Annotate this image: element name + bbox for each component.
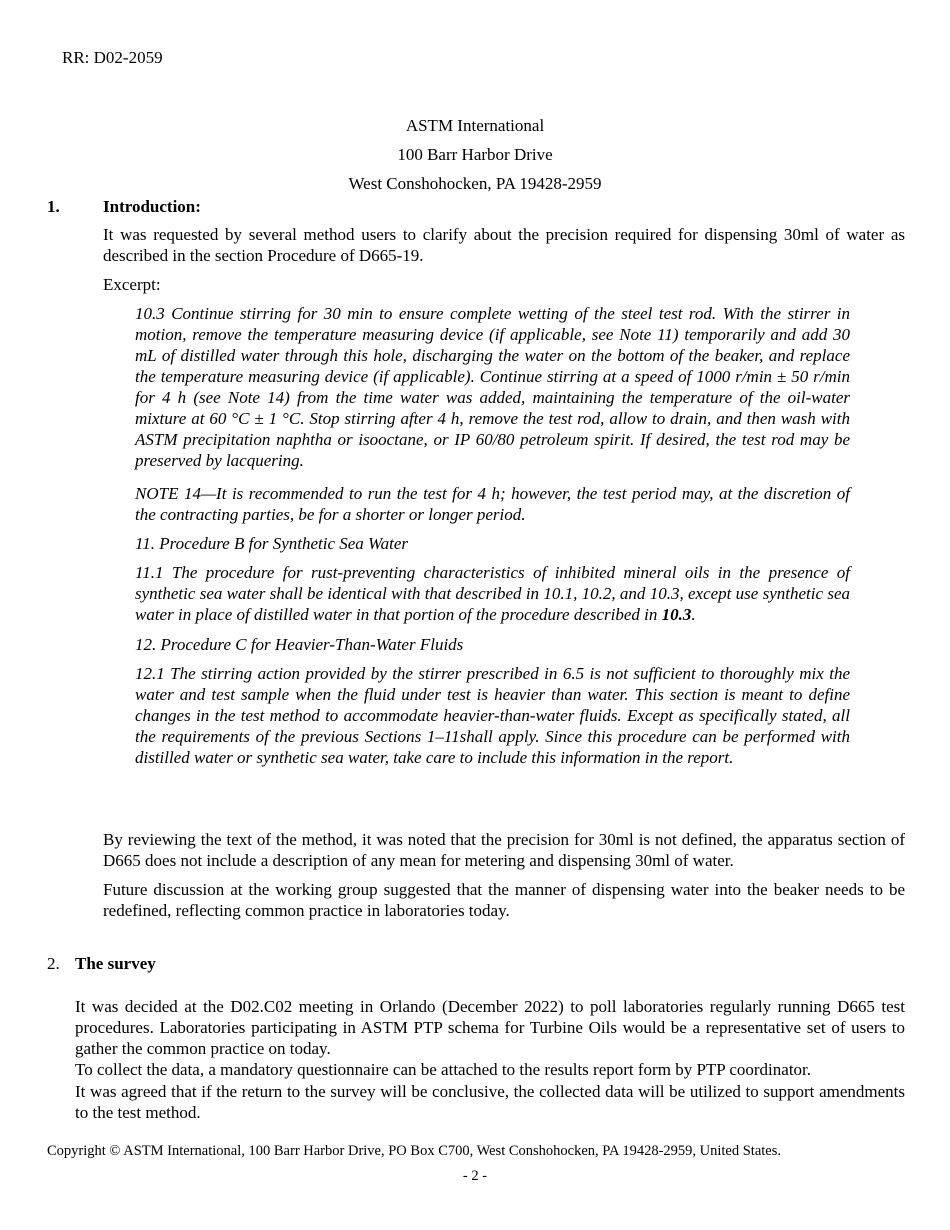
- address-line-3: West Conshohocken, PA 19428-2959: [348, 174, 602, 193]
- section-2-title: The survey: [75, 954, 156, 973]
- survey-paragraph-3: It was agreed that if the return to the survey will be conclusive, the collected data will be utilized to support amendments to the test method.: [75, 1082, 905, 1122]
- copyright-footer: Copyright © ASTM International, 100 Barr Harbor Drive, PO Box C700, West Conshohocken, PA 19428-2959, United States.: [47, 1143, 781, 1159]
- heading-procedure-b: 11. Procedure B for Synthetic Sea Water: [135, 534, 409, 553]
- section-1-number: 1.: [47, 197, 60, 216]
- quote-11-1-end: .: [691, 605, 696, 624]
- future-paragraph: Future discussion at the working group suggested that the manner of dispensing water into the beaker needs to be redefined, reflecting common practice in laboratories today.: [103, 880, 905, 920]
- survey-paragraph-1: It was decided at the D02.C02 meeting in Orlando (December 2022) to poll laboratories regularly running D665 test procedures. Laboratories participating in ASTM PTP schema for Turbine Oils would be a representative set of users to gather the common practice on today.: [75, 997, 905, 1058]
- heading-procedure-c: 12. Procedure C for Heavier-Than-Water Fluids: [135, 635, 464, 654]
- page-number: - 2 -: [462, 1168, 488, 1184]
- section-2-number: 2.: [47, 954, 60, 973]
- survey-paragraph-2: To collect the data, a mandatory questionnaire can be attached to the results report form by PTP coordinator.: [75, 1060, 812, 1079]
- quote-12-1: 12.1 The stirring action provided by the stirrer prescribed in 6.5 is not sufficient to thoroughly mix the water and test sample when the fluid under test is heavier than water. This section is meant to define changes in the test method to accommodate heavier-than-water fluids. Except as specifically stated, all the requirements of the previous Sections 1–11shall apply. Since this procedure can be performed with distilled water or synthetic sea water, take care to include this information in the report.: [135, 664, 850, 767]
- quote-10-3: 10.3 Continue stirring for 30 min to ensure complete wetting of the steel test rod. With the stirrer in motion, remove the temperature measuring device (if applicable, see Note 11) temporarily and add 30 mL of distilled water through this hole, discharging the water on the bottom of the beaker, and replace the temperature measuring device (if applicable). Continue stirring at a speed of 1000 r/min ± 50 r/min for 4 h (see Note 14) from the time water was added, maintaining the temperature of the oil-water mixture at 60 °C ± 1 °C. Stop stirring after 4 h, remove the test rod, allow to drain, and then wash with ASTM precipitation naphtha or isooctane, or IP 60/80 petroleum spirit. If desired, the test rod may be preserved by lacquering.: [135, 304, 850, 470]
- report-id: RR: D02-2059: [62, 48, 163, 67]
- excerpt-label: Excerpt:: [103, 275, 161, 294]
- quote-11-1-ref: 10.3: [661, 605, 692, 624]
- quote-11-1-text: 11.1 The procedure for rust-preventing characteristics of inhibited mineral oils in the presence of synthetic sea water shall be identical with that described in 10.1, 10.2, and 10.3, except use synthetic sea water in place of distilled water in that portion of the procedure described in: [135, 563, 850, 624]
- quote-11-1: [135, 562, 850, 625]
- address-line-1: ASTM International: [405, 116, 545, 135]
- section-1-title: Introduction:: [103, 197, 201, 216]
- note-14: NOTE 14—It is recommended to run the test for 4 h; however, the test period may, at the discretion of the contracting parties, be for a shorter or longer period.: [135, 484, 850, 524]
- address-line-2: 100 Barr Harbor Drive: [397, 145, 553, 164]
- review-paragraph: By reviewing the text of the method, it was noted that the precision for 30ml is not defined, the apparatus section of D665 does not include a description of any mean for metering and dispensing 30ml of water.: [103, 830, 905, 870]
- intro-paragraph: It was requested by several method users to clarify about the precision required for dispensing 30ml of water as described in the section Procedure of D665-19.: [103, 225, 905, 265]
